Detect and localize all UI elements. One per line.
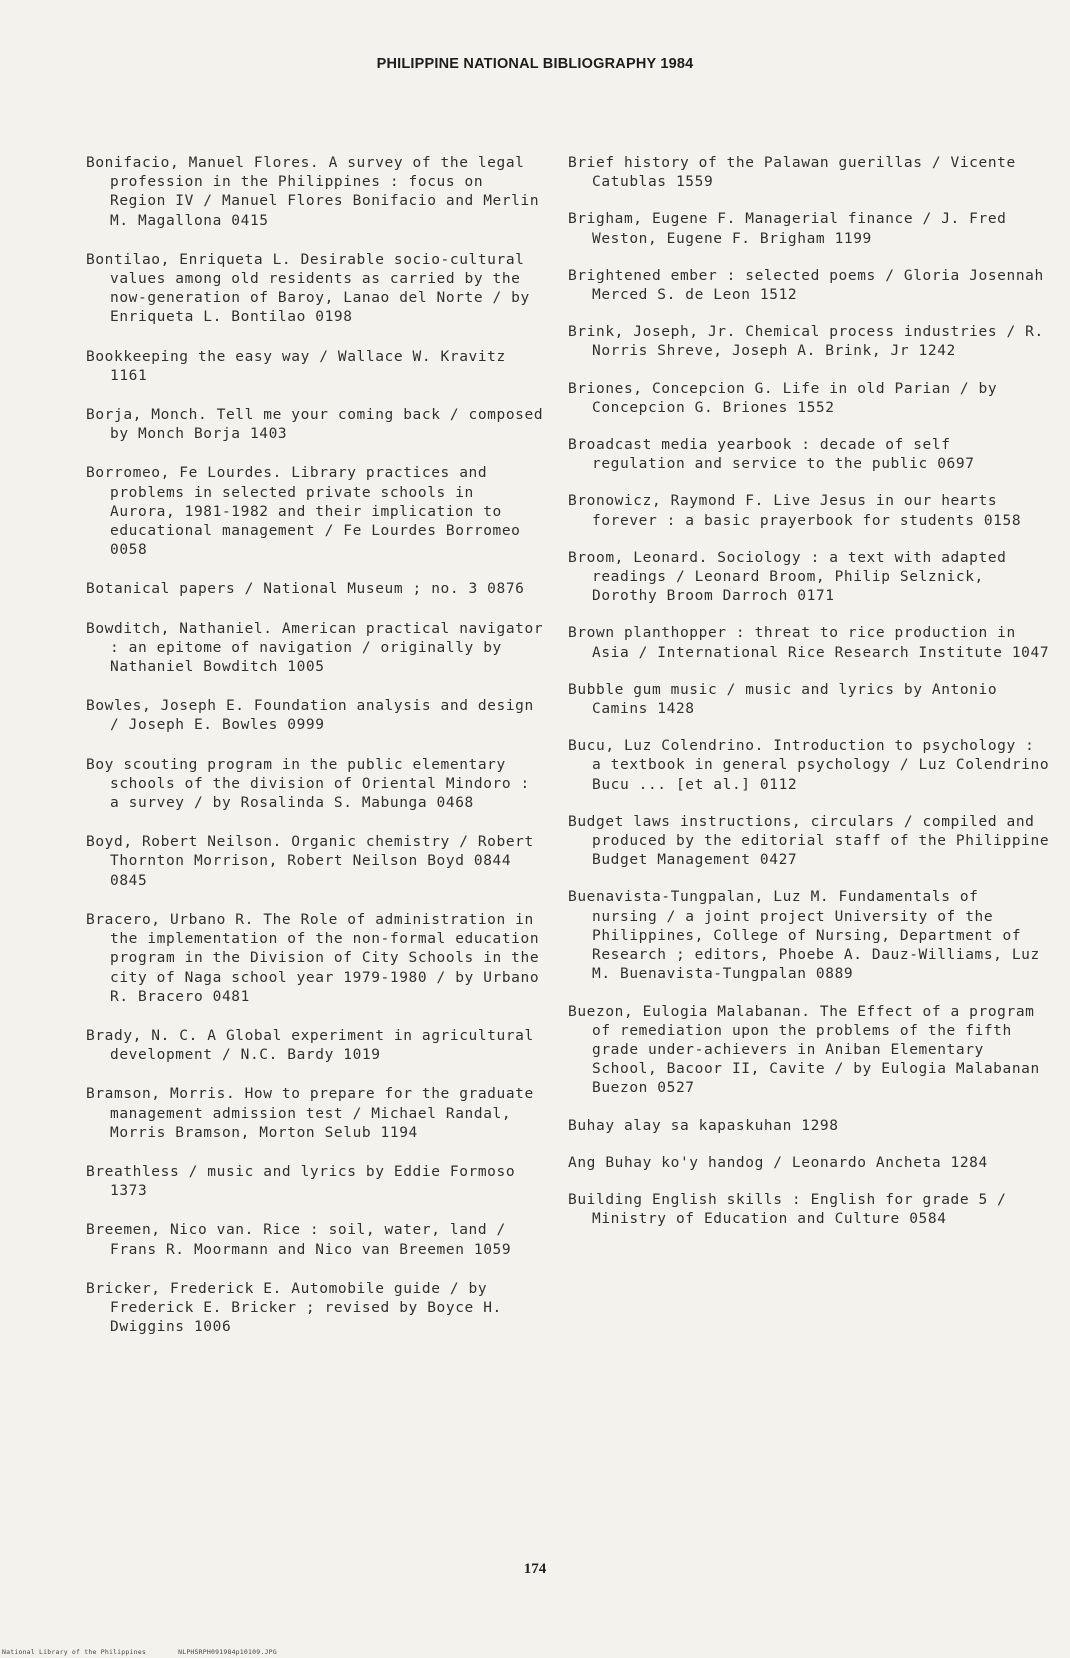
footer-library: National Library of the Philippines: [2, 1648, 146, 1656]
bib-entry: Broadcast media yearbook : decade of self regulation and service to the public 0697: [568, 437, 975, 473]
bib-entry: Buenavista-Tungpalan, Luz M. Fundamentals of nursing / a joint project University of the Philippines, College of Nursing, Department of Research ; editors, Phoebe A. Dauz-Williams, Luz M. Buenavista-Tungpalan 0889: [568, 889, 1040, 983]
page-number: 174: [523, 1561, 547, 1577]
bib-entry: Buhay alay sa kapaskuhan 1298: [568, 1117, 839, 1134]
bib-entry: Brightened ember : selected poems / Gloria Josennah Merced S. de Leon 1512: [568, 267, 1044, 304]
scan-footer: [2, 1648, 305, 1656]
footer-filename: NLPHSRPH091984p10109.JPG: [178, 1648, 277, 1656]
bib-entry: Broom, Leonard. Sociology : a text with adapted readings / Leonard Broom, Philip Selznick, Dorothy Broom Darroch 0171: [568, 549, 1007, 605]
bib-entry: Breathless / music and lyrics by Eddie Formoso 1373: [86, 1163, 516, 1200]
bib-entry: Brink, Joseph, Jr. Chemical process industries / R. Norris Shreve, Joseph A. Brink, Jr 1242: [568, 324, 1044, 360]
bib-entry: Brown planthopper : threat to rice production in Asia / International Rice Research Institute 1047: [568, 625, 1050, 661]
bib-entry: Briones, Concepcion G. Life in old Parian / by Concepcion G. Briones 1552: [568, 380, 998, 416]
bib-entry: Bontilao, Enriqueta L. Desirable socio-cultural values among old residents as carried by the now-generation of Baroy, Lanao del Norte / by Enriqueta L. Bontilao 0198: [86, 251, 530, 326]
bib-entry: Bronowicz, Raymond F. Live Jesus in our hearts forever : a basic prayerbook for students 0158: [568, 493, 1022, 529]
bib-entry: Ang Buhay ko'y handog / Leonardo Ancheta 1284: [568, 1154, 988, 1171]
bib-entry: Buezon, Eulogia Malabanan. The Effect of a program of remediation upon the problems of the fifth grade under-achievers in Aniban Elementary School, Bacoor II, Cavite / by Eulogia Malabanan Buezon 0527: [568, 1003, 1040, 1097]
bib-entry: Boy scouting program in the public elementary schools of the division of Oriental Mindoro : a survey / by Rosalinda S. Mabunga 0468: [86, 756, 530, 812]
bib-entry: Bracero, Urbano R. The Role of administration in the implementation of the non-formal education program in the Division of City Schools in the city of Naga school year 1979-1980 / by Urbano R. Bracero 0481: [86, 911, 540, 1005]
bib-entry: Bricker, Frederick E. Automobile guide / by Frederick E. Bricker ; revised by Boyce H. Dwiggins 1006: [86, 1280, 502, 1336]
right-column: [568, 154, 1050, 1229]
bib-entry: Bramson, Morris. How to prepare for the graduate management admission test / Michael Randal, Morris Bramson, Morton Selub 1194: [86, 1086, 534, 1141]
bib-entry: Bowles, Joseph E. Foundation analysis and design / Joseph E. Bowles 0999: [86, 698, 534, 734]
page-title: PHILIPPINE NATIONAL BIBLIOGRAPHY 1984: [376, 56, 694, 72]
bib-entry: Brady, N. C. A Global experiment in agricultural development / N.C. Bardy 1019: [86, 1027, 534, 1064]
bib-entry: Breemen, Nico van. Rice : soil, water, land / Frans R. Moormann and Nico van Breemen 1059: [86, 1222, 512, 1258]
bib-entry: Brief history of the Palawan guerillas / Vicente Catublas 1559: [568, 155, 1016, 191]
bib-entry: Building English skills : English for grade 5 / Ministry of Education and Culture 0584: [568, 1191, 1007, 1228]
bib-entry: Brigham, Eugene F. Managerial finance / J. Fred Weston, Eugene F. Brigham 1199: [568, 211, 1007, 247]
bib-entry: Bookkeeping the easy way / Wallace W. Kravitz 1161: [86, 348, 506, 384]
bib-entry: Bucu, Luz Colendrino. Introduction to psychology : a textbook in general psychology / Luz Colendrino Bucu ... [et al.] 0112: [568, 738, 1050, 793]
bib-entry: Botanical papers / National Museum ; no. 3 0876: [86, 581, 525, 598]
bib-entry: Budget laws instructions, circulars / compiled and produced by the editorial staff of the Philippine Budget Management 0427: [568, 813, 1050, 869]
left-column: [86, 154, 548, 1337]
bib-entry: Bonifacio, Manuel Flores. A survey of the legal profession in the Philippines : focus on Region IV / Manuel Flores Bonifacio and Merlin M. Magallona 0415: [86, 155, 540, 229]
bib-entry: Bubble gum music / music and lyrics by Antonio Camins 1428: [568, 681, 998, 718]
bib-entry: Bowditch, Nathaniel. American practical navigator : an epitome of navigation / originally by Nathaniel Bowditch 1005: [86, 620, 544, 676]
bib-entry: Borromeo, Fe Lourdes. Library practices and problems in selected private schools in Aurora, 1981-1982 and their implication to educational management / Fe Lourdes Borromeo 0058: [86, 465, 521, 559]
bib-entry: Boyd, Robert Neilson. Organic chemistry / Robert Thornton Morrison, Robert Neilson Boyd 0844 0845: [86, 834, 534, 889]
bib-entry: Borja, Monch. Tell me your coming back / composed by Monch Borja 1403: [86, 407, 544, 443]
